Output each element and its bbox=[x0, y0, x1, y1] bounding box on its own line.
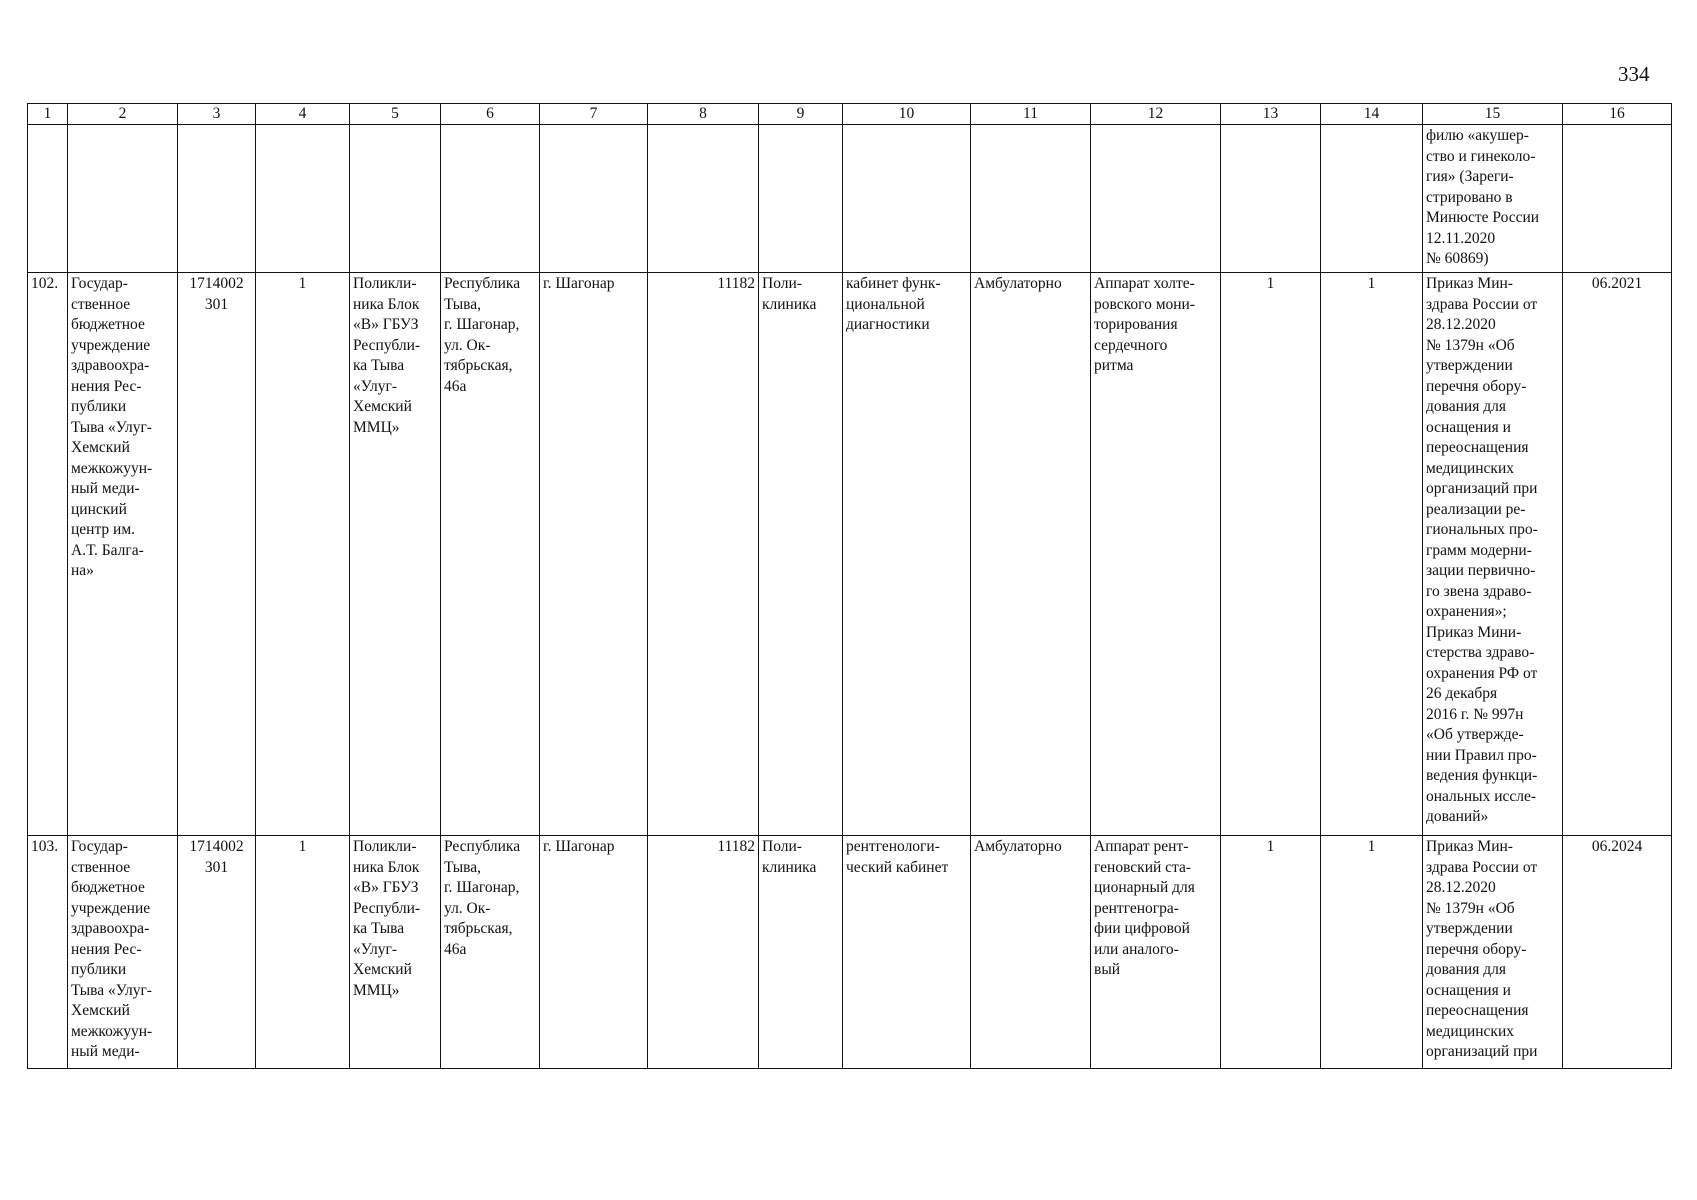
regulation-cell: филю «акушер- ство и гинеколо- гия» (Зареги- стрировано в Минюсте России 12.11.2020 № 60869) bbox=[1423, 125, 1563, 273]
locality-cell bbox=[540, 125, 648, 273]
locality-code-cell: 11182 bbox=[648, 836, 759, 1069]
column-number: 3 bbox=[178, 104, 256, 125]
locality-cell: г. Шагонар bbox=[540, 836, 648, 1069]
care-mode-cell bbox=[971, 125, 1091, 273]
quantity-cell: 1 bbox=[1321, 273, 1423, 836]
count-cell: 1 bbox=[256, 273, 350, 836]
column-number: 6 bbox=[441, 104, 540, 125]
quantity-cell: 1 bbox=[1221, 273, 1321, 836]
department-cell bbox=[843, 125, 971, 273]
column-number: 12 bbox=[1091, 104, 1221, 125]
date-cell: 06.2024 bbox=[1563, 836, 1672, 1069]
column-number: 15 bbox=[1423, 104, 1563, 125]
table-row bbox=[28, 273, 1672, 836]
column-number: 13 bbox=[1221, 104, 1321, 125]
page-number: 334 bbox=[1618, 62, 1650, 86]
column-number: 11 bbox=[971, 104, 1091, 125]
locality-code-cell bbox=[648, 125, 759, 273]
address-cell bbox=[441, 125, 540, 273]
quantity-cell bbox=[1321, 125, 1423, 273]
count-cell bbox=[256, 125, 350, 273]
column-number: 2 bbox=[68, 104, 178, 125]
column-number: 4 bbox=[256, 104, 350, 125]
quantity-cell: 1 bbox=[1321, 836, 1423, 1069]
facility-type-cell: Поли- клиника bbox=[759, 273, 843, 836]
institution-cell bbox=[68, 125, 178, 273]
unit-cell: Поликли- ника Блок «В» ГБУЗ Республи- ка Тыва «Улуг- Хемский ММЦ» bbox=[350, 273, 441, 836]
equipment-table bbox=[27, 103, 1672, 1069]
equipment-cell bbox=[1091, 125, 1221, 273]
table-row bbox=[28, 836, 1672, 1069]
column-number: 7 bbox=[540, 104, 648, 125]
column-number-row bbox=[28, 104, 1672, 125]
code-cell: 1714002 301 bbox=[178, 273, 256, 836]
date-cell bbox=[1563, 125, 1672, 273]
quantity-cell bbox=[1221, 125, 1321, 273]
facility-type-cell bbox=[759, 125, 843, 273]
code-cell bbox=[178, 125, 256, 273]
facility-type-cell: Поли- клиника bbox=[759, 836, 843, 1069]
care-mode-cell: Амбулаторно bbox=[971, 836, 1091, 1069]
address-cell: Республика Тыва, г. Шагонар, ул. Ок- тябрьская, 46а bbox=[441, 273, 540, 836]
column-number: 16 bbox=[1563, 104, 1672, 125]
row-number-cell: 102. bbox=[28, 273, 68, 836]
locality-code-cell: 11182 bbox=[648, 273, 759, 836]
date-cell: 06.2021 bbox=[1563, 273, 1672, 836]
department-cell: рентгенологи- ческий кабинет bbox=[843, 836, 971, 1069]
address-cell: Республика Тыва, г. Шагонар, ул. Ок- тябрьская, 46а bbox=[441, 836, 540, 1069]
locality-cell: г. Шагонар bbox=[540, 273, 648, 836]
unit-cell bbox=[350, 125, 441, 273]
department-cell: кабинет функ- циональной диагностики bbox=[843, 273, 971, 836]
equipment-cell: Аппарат рент- геновский ста- ционарный для рентгеногра- фии цифровой или аналого- вый bbox=[1091, 836, 1221, 1069]
column-number: 8 bbox=[648, 104, 759, 125]
row-number-cell bbox=[28, 125, 68, 273]
care-mode-cell: Амбулаторно bbox=[971, 273, 1091, 836]
regulation-cell: Приказ Мин- здрава России от 28.12.2020 № 1379н «Об утверждении перечня обору- дования для оснащения и переоснащения медицинских организаций при реализации ре- гиональных про- грамм модерни- зации первично- го звена здраво- охранения»; Приказ Мини- стерства здраво- охранения РФ от 26 декабря 2016 г. № 997н «Об утвержде- нии Правил про- ведения функци- ональных иссле- дований» bbox=[1423, 273, 1563, 836]
count-cell: 1 bbox=[256, 836, 350, 1069]
code-cell: 1714002 301 bbox=[178, 836, 256, 1069]
equipment-cell: Аппарат холте- ровского мони- торирования сердечного ритма bbox=[1091, 273, 1221, 836]
row-number-cell: 103. bbox=[28, 836, 68, 1069]
regulation-cell: Приказ Мин- здрава России от 28.12.2020 № 1379н «Об утверждении перечня обору- дования для оснащения и переоснащения медицинских организаций при bbox=[1423, 836, 1563, 1069]
institution-cell: Государ- ственное бюджетное учреждение здравоохра- нения Рес- публики Тыва «Улуг- Хемский межкожуун- ный меди- bbox=[68, 836, 178, 1069]
institution-cell: Государ- ственное бюджетное учреждение здравоохра- нения Рес- публики Тыва «Улуг- Хемский межкожуун- ный меди- цинский центр им. А.Т. Балга- на» bbox=[68, 273, 178, 836]
column-number: 14 bbox=[1321, 104, 1423, 125]
column-number: 1 bbox=[28, 104, 68, 125]
table-row-continuation bbox=[28, 125, 1672, 273]
column-number: 10 bbox=[843, 104, 971, 125]
quantity-cell: 1 bbox=[1221, 836, 1321, 1069]
unit-cell: Поликли- ника Блок «В» ГБУЗ Республи- ка Тыва «Улуг- Хемский ММЦ» bbox=[350, 836, 441, 1069]
column-number: 9 bbox=[759, 104, 843, 125]
column-number: 5 bbox=[350, 104, 441, 125]
